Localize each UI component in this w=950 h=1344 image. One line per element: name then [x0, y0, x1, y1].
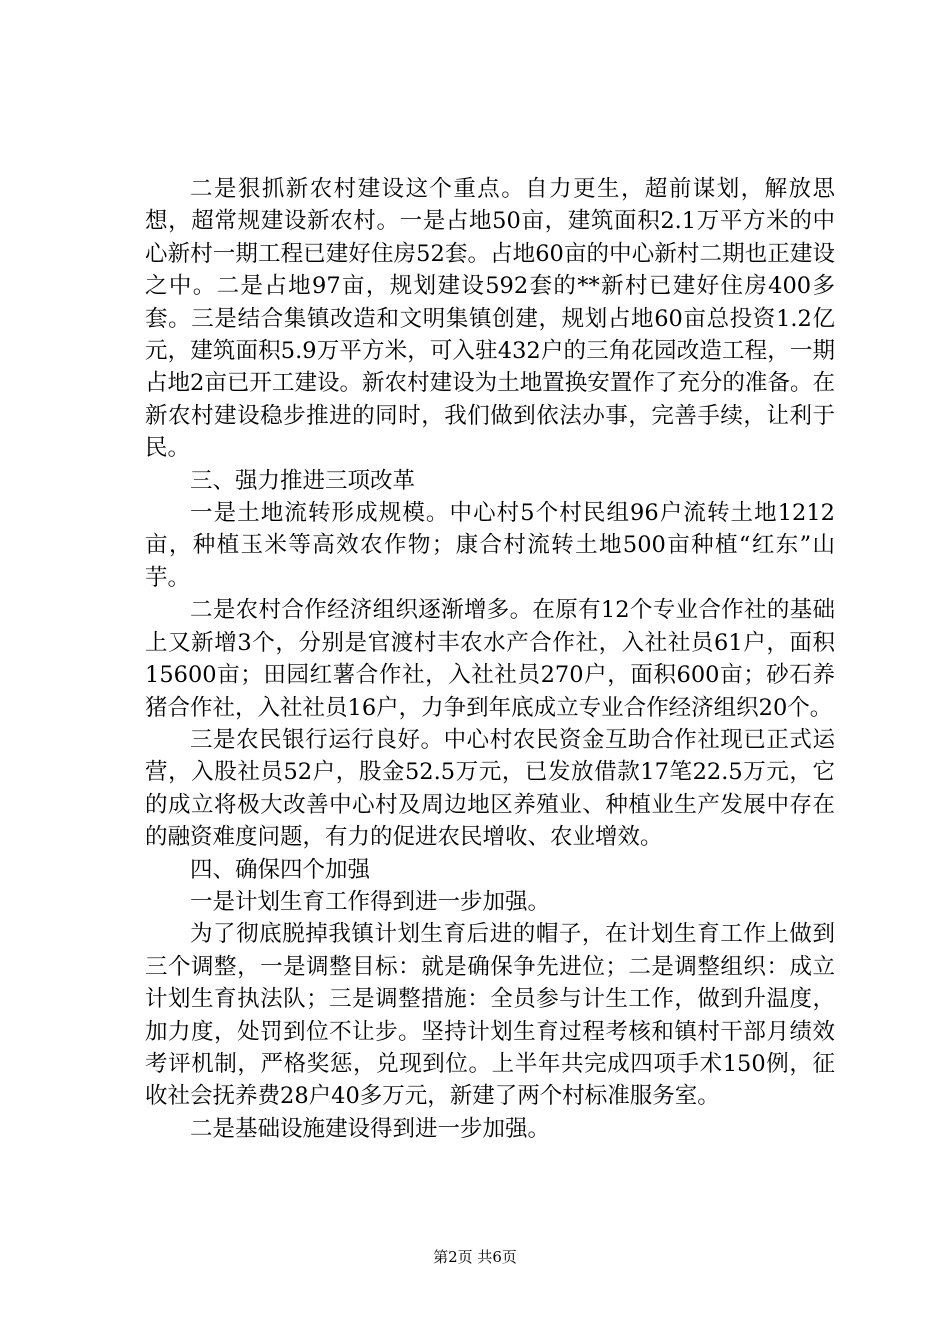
page-footer: 第2页 共6页: [433, 1248, 517, 1266]
paragraph-land-transfer: 一是土地流转形成规模。中心村5个村民组96户流转土地1212亩，种植玉米等高效农作物；康合村流转土地500亩种植“红东”山芋。: [145, 500, 835, 591]
paragraph-family-planning-detail: 为了彻底脱掉我镇计划生育后进的帽子，在计划生育工作上做到三个调整，一是调整目标：就是确保争先进位；二是调整组织：成立计划生育执法队；三是调整措施：全员参与计生工作，做到升温度，加力度，处罚到位不让步。坚持计划生育过程考核和镇村干部月绩效考评机制，严格奖惩，兑现到位。上半年共完成四项手术150例，征收社会抚养费28户40多万元，新建了两个村标准服务室。: [145, 921, 835, 1110]
section-heading-three-reforms: 三、强力推进三项改革: [190, 467, 416, 494]
paragraph-infrastructure-title: 二是基础设施建设得到进一步加强。: [190, 1115, 551, 1142]
paragraph-farmers-bank: 三是农民银行运行良好。中心村农民资金互助合作社现已正式运营，入股社员52户，股金52.5万元，已发放借款17笔22.5万元，它的成立将极大改善中心村及周边地区养殖业、种植业生产发展中存在的融资难度问题，有力的促进农民增收、农业增效。: [145, 726, 835, 851]
section-heading-four-strengthen: 四、确保四个加强: [190, 856, 371, 883]
paragraph-cooperatives: 二是农村合作经济组织逐渐增多。在原有12个专业合作社的基础上又新增3个，分别是官渡村丰农水产合作社，入社社员61户，面积15600亩；田园红薯合作社，入社社员270户，面积600亩；砂石养猪合作社，入社社员16户，力争到年底成立专业合作经济组织20个。: [145, 597, 835, 721]
paragraph-new-countryside: 二是狠抓新农村建设这个重点。自力更生，超前谋划，解放思想，超常规建设新农村。一是占地50亩，建筑面积2.1万平方米的中心新村一期工程已建好住房52套。占地60亩的中心新村二期也正建设之中。二是占地97亩，规划建设592套的**新村已建好住房400多套。三是结合集镇改造和文明集镇创建，规划占地60亩总投资1.2亿元，建筑面积5.9万平方米，可入驻432户的三角花园改造工程，一期占地2亩已开工建设。新农村建设为土地置换安置作了充分的准备。在新农村建设稳步推进的同时，我们做到依法办事，完善手续，让利于民。: [145, 176, 835, 462]
document-body: [145, 173, 835, 1145]
paragraph-family-planning-title: 一是计划生育工作得到进一步加强。: [190, 888, 551, 915]
